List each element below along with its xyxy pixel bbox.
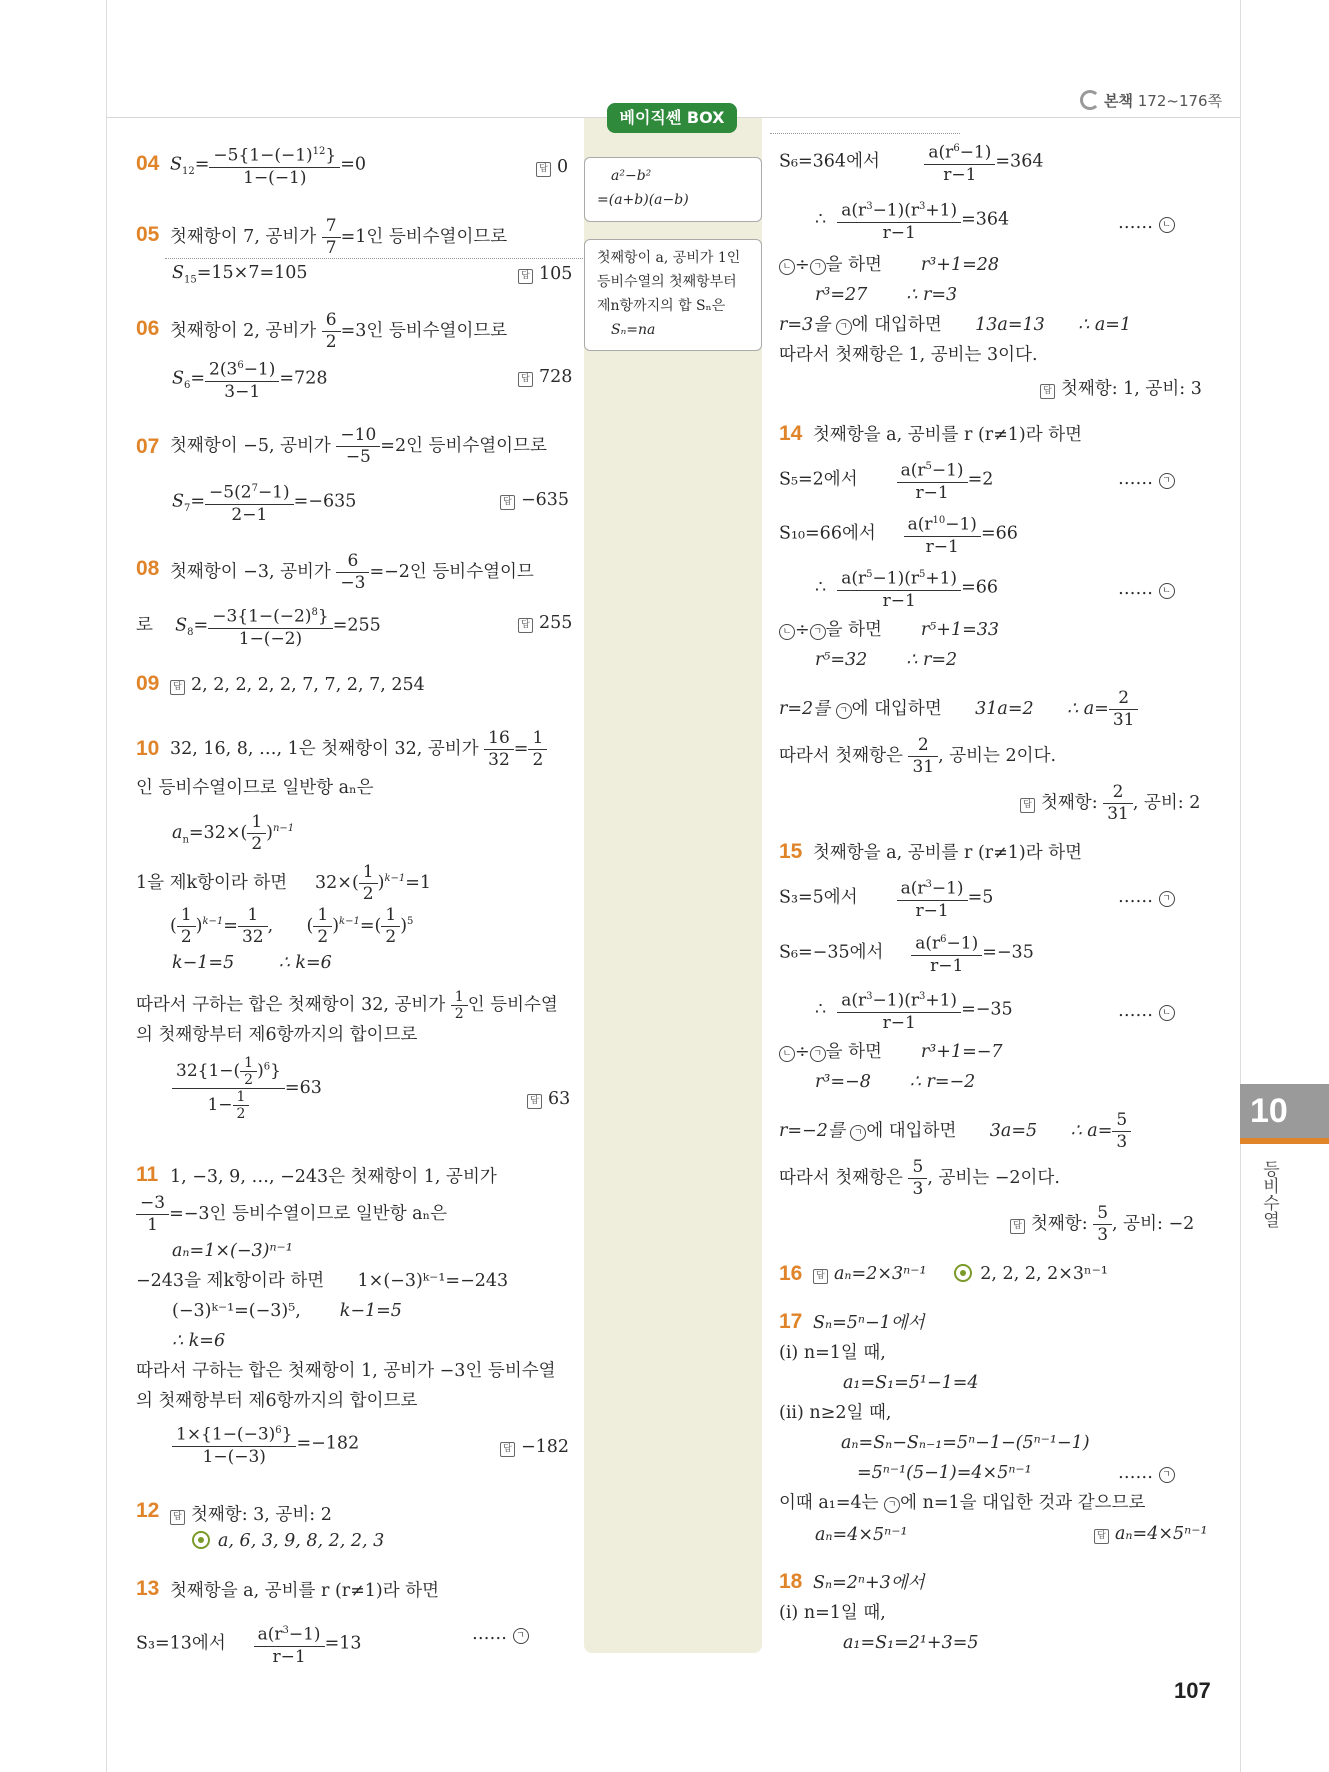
p13-r3: r³=27 ∴ r=3 [815,285,958,305]
p11-text-j: 의 첫째항부터 제6항까지의 합이므로 [136,1391,418,1411]
connector-s6 [770,133,960,134]
p17-an: aₙ=Sₙ−Sₙ₋₁=5ⁿ−1−(5ⁿ⁻¹−1) [841,1433,1090,1453]
note1-line2: =(a+b)(a−b) [597,192,689,208]
p10-general-term: $a_n=32\times$( $\frac{1}{2}$ )$^{n-1}$ [172,812,295,854]
p17-answer: 답 aₙ=4×5ⁿ⁻¹ [1094,1524,1207,1544]
p15-answer: 답 첫째항: $\frac{5}{3}$ , 공비: −2 [1010,1203,1194,1246]
problem-number-17: 17 [779,1310,803,1333]
p11-general-term: aₙ=1×(−3)ⁿ⁻¹ [172,1241,293,1261]
p08-text: 첫째항이 −3, 공비가 $\frac{6}{-3}$ =−2인 등비수열이므 [170,551,534,593]
p14-s10: S₁₀=66에서 $\frac{a(r^{10}-1)}{r-1}$ =66 [779,510,1018,558]
p10-answer: 답 63 [527,1089,570,1109]
problem-number-08: 08 [136,557,160,580]
problem-number-07: 07 [136,435,160,458]
problem-number-18: 18 [779,1570,803,1593]
problem-number-16: 16 [779,1262,803,1285]
p10-text-c: 1을 제k항이라 하면 32×( $\frac{1}{2}$ )$^{k-1}$=1 [136,862,432,904]
p14-divide: ㄴ ÷ ㄱ 을 하면 r⁵+1=33 [779,619,999,641]
right-page-border [1240,0,1241,1772]
problem-number-14: 14 [779,422,803,445]
p15-conclusion: 따라서 첫째항은 $\frac{5}{3}$ , 공비는 −2이다. [779,1157,1060,1199]
problem-number-04: 04 [136,152,160,175]
problem-number-06: 06 [136,317,160,340]
side-tab-title: 등비수열 [1259,1160,1279,1228]
p10-text-f: 따라서 구하는 합은 첫째항이 32, 공비가 $\frac{1}{2}$ 인 등비수열 [136,989,558,1022]
p17-result: aₙ=4×5ⁿ⁻¹ [815,1525,908,1545]
p14-substitute: r=2를 ㄱ 에 대입하면 31a=2 ∴ a= $\frac{2}{31}$ [779,688,1138,731]
problem-number-10: 10 [136,737,160,760]
p11-step: (−3)ᵏ⁻¹=(−3)⁵, k−1=5 [172,1301,402,1321]
p12-target: a, 6, 3, 9, 8, 2, 2, 3 [192,1531,384,1551]
p10-k-step: k−1=5 ∴ k=6 [172,953,332,973]
p11-text-d: −243을 제k항이라 하면 1×(−3)ᵏ⁻¹=−243 [136,1271,509,1291]
p17-a1: a₁=S₁=5¹−1=4 [843,1373,979,1393]
page-range: 172~176쪽 [1137,92,1223,110]
p04-formula: $S_{12}=$ $\frac{-5\{1-(-1)^{12}\}}{1-(-1)}$ =0 [170,141,366,189]
p18-given: Sₙ=2ⁿ+3에서 [813,1573,925,1593]
p14-r5: r⁵=32 ∴ r=2 [815,650,958,670]
p15-factored: ∴ $\frac{a(r^3-1)(r^3+1)}{r-1}$ =−35 [815,986,1013,1034]
problem-number-09: 09 [136,672,160,695]
note2-line3: 제n항까지의 합 Sₙ은 [597,298,726,314]
p11-k: ∴ k=6 [172,1331,226,1351]
p12-answer: 답 첫째항: 3, 공비: 2 [170,1501,332,1526]
note1-line1: a²−b² [611,168,652,184]
p11-text-b: $\frac{-3}{1}$ =−3인 등비수열이므로 일반항 aₙ은 [136,1193,447,1236]
p10-step: ( $\frac{1}{2}$ )$^{k-1}$= $\frac{1}{32}$ , ( $\frac{1}{2}$ )$^{k-1}$=( $\frac{1}{2}$ )$^5$ [170,905,414,947]
note2-line2: 등비수열의 첫째항부터 [597,274,737,290]
p13-dots-2: …… ㄴ [1118,212,1175,234]
note2-line1: 첫째항이 a, 공비가 1인 [597,250,741,266]
p11-answer: 답 −182 [500,1437,569,1457]
side-tab-number: 10 [1250,1092,1288,1130]
p07-answer: 답 −635 [500,490,569,510]
p08-answer: 답 255 [518,613,572,633]
p18-case1: (i) n=1일 때, [779,1603,886,1623]
p14-factored: ∴ $\frac{a(r^5-1)(r^5+1)}{r-1}$ =66 [815,564,998,612]
p17-dots: …… ㄱ [1118,1462,1175,1484]
header-page-ref [1080,90,1222,111]
p15-s3: S₃=5에서 $\frac{a(r^3-1)}{r-1}$ =5 [779,874,993,922]
p06-formula: $S_6=$ $\frac{2(3^6-1)}{3-1}$ =728 [172,355,327,403]
p15-dots-2: …… ㄴ [1118,1000,1175,1022]
p05-text: 첫째항이 7, 공비가 $\frac{7}{7}$ =1인 등비수열이므로 [170,216,508,258]
p07-formula: $S_7=$ $\frac{-5(2^7-1)}{2-1}$ =−635 [172,478,356,526]
p04-answer: 답 0 [536,157,568,177]
p17-case2: (ii) n≥2일 때, [779,1403,892,1423]
p13-divide: ㄴ ÷ ㄱ 을 하면 r³+1=28 [779,254,999,276]
p06-answer: 답 728 [518,367,572,387]
p05-formula: $S_{15}=15\times 7=105$ [172,263,308,286]
p09-answer: 답 2, 2, 2, 2, 2, 7, 7, 2, 7, 254 [170,675,425,695]
left-page-border [106,0,107,1772]
problem-number-15: 15 [779,840,803,863]
p08-formula: 로 $S_8=$ $\frac{-3\{1-(-2)^8\}}{1-(-2)}$ =255 [136,602,381,650]
target-icon [954,1264,972,1282]
note2-line4: Sₙ=na [611,322,656,338]
p14-answer: 답 첫째항: $\frac{2}{31}$ , 공비: 2 [1020,782,1200,825]
box-title: 베이직쎈 BOX [607,103,737,133]
page-ref-icon [1080,90,1100,110]
problem-number-11: 11 [136,1163,159,1186]
p13-conclusion: 따라서 첫째항은 1, 공비는 3이다. [779,345,1038,365]
p13-answer: 답 첫째항: 1, 공비: 3 [1040,375,1202,400]
p14-text: 첫째항을 a, 공비를 r (r≠1)라 하면 [813,425,1083,445]
p13-s3: S₃=13에서 $\frac{a(r^3-1)}{r-1}$ =13 [136,1620,362,1668]
p13-dots-1: …… ㄱ [472,1623,529,1645]
p17-given: Sₙ=5ⁿ−1에서 [813,1313,925,1333]
p15-s6: S₆=−35에서 $\frac{a(r^6-1)}{r-1}$ =−35 [779,929,1034,977]
box-note-2 [584,239,762,351]
p14-dots-1: …… ㄱ [1118,468,1175,490]
p06-text: 첫째항이 2, 공비가 $\frac{6}{2}$ =3인 등비수열이므로 [170,310,508,352]
p18-a1: a₁=S₁=2¹+3=5 [843,1633,979,1653]
box-note-1 [584,157,762,222]
p13-factored: ∴ $\frac{a(r^3-1)(r^3+1)}{r-1}$ =364 [815,196,1009,244]
p11-sum: $\frac{1\times\{1-(-3)^6\}}{1-(-3)}$ =−182 [172,1420,359,1468]
page-number: 107 [1174,1678,1211,1703]
problem-number-12: 12 [136,1499,160,1522]
p15-divide: ㄴ ÷ ㄱ 을 하면 r³+1=−7 [779,1041,1003,1063]
p17-an-simplified: =5ⁿ⁻¹(5−1)=4×5ⁿ⁻¹ [857,1463,1032,1483]
p07-text: 첫째항이 −5, 공비가 $\frac{-10}{-5}$ =2인 등비수열이므로 [170,425,547,467]
p15-r3: r³=−8 ∴ r=−2 [815,1072,976,1092]
problem-number-13: 13 [136,1577,160,1600]
p17-case1: (i) n=1일 때, [779,1343,886,1363]
p11-text-i: 따라서 구하는 합은 첫째항이 1, 공비가 −3인 등비수열 [136,1361,556,1381]
p11-text: 1, −3, 9, …, −243은 첫째항이 1, 공비가 [170,1167,497,1187]
p15-text: 첫째항을 a, 공비를 r (r≠1)라 하면 [813,843,1083,863]
target-icon [192,1531,210,1549]
p15-substitute: r=−2를 ㄱ 에 대입하면 3a=5 ∴ a= $\frac{5}{3}$ [779,1110,1131,1153]
p10-sum: 32{1−( $\frac{1}{2}$ )$^6$} 1− $\frac{1}{2}$ =63 [172,1055,322,1122]
p16-answer: 답 aₙ=2×3ⁿ⁻¹ 2, 2, 2, 2×3ⁿ⁻¹ [813,1264,1108,1284]
p13-s6: S₆=364에서 $\frac{a(r^6-1)}{r-1}$ =364 [779,138,1043,186]
p10-text-b: 인 등비수열이므로 일반항 aₙ은 [136,778,374,798]
p14-dots-2: …… ㄴ [1118,578,1175,600]
p13-text: 첫째항을 a, 공비를 r (r≠1)라 하면 [170,1581,440,1601]
chapter-label: 본책 [1104,92,1133,110]
p14-s5: S₅=2에서 $\frac{a(r^5-1)}{r-1}$ =2 [779,456,993,504]
problem-number-05: 05 [136,223,160,246]
side-tab-underline [1240,1138,1329,1144]
p05-answer: 답 105 [518,264,572,284]
p14-conclusion: 따라서 첫째항은 $\frac{2}{31}$ , 공비는 2이다. [779,735,1057,777]
p15-dots-1: …… ㄱ [1118,886,1175,908]
p17-note: 이때 a₁=4는 ㄱ 에 n=1을 대입한 것과 같으므로 [779,1493,1146,1513]
p10-text: 32, 16, 8, …, 1은 첫째항이 32, 공비가 $\frac{16}{32}$ = $\frac{1}{2}$ [170,728,547,771]
p10-text-h: 의 첫째항부터 제6항까지의 합이므로 [136,1025,418,1045]
p13-substitute: r=3을 ㄱ 에 대입하면 13a=13 ∴ a=1 [779,315,1132,335]
